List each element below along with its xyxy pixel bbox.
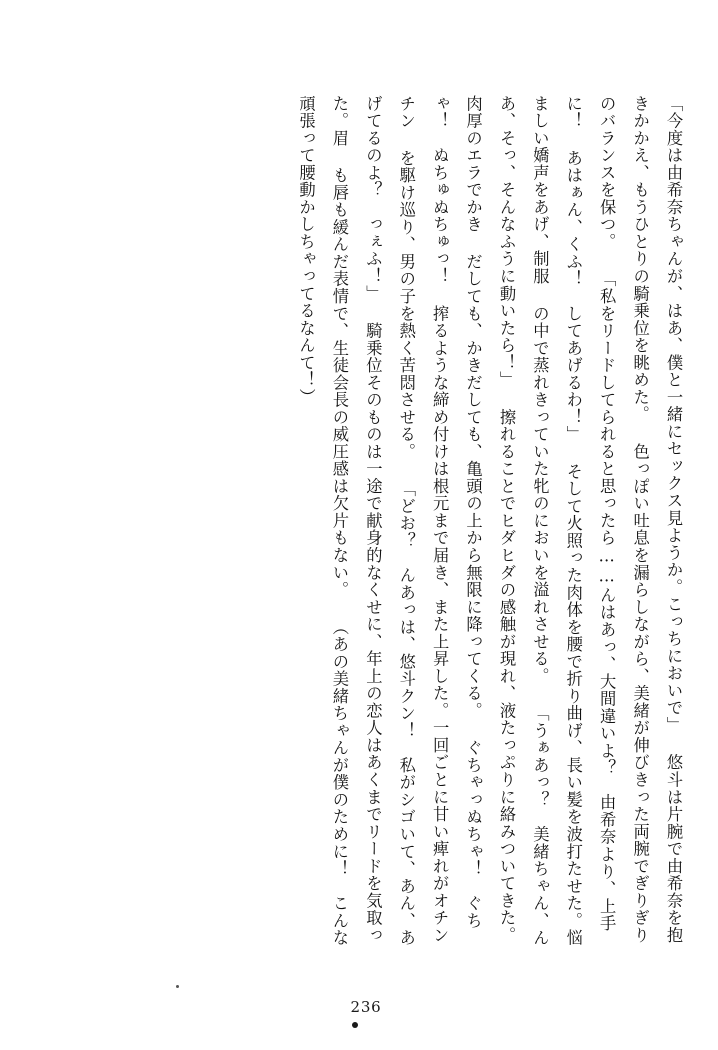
page-number: 236 xyxy=(350,998,382,1016)
vertical-body-text: 「今度は由希奈ちゃんが、はあ、僕と一緒にセックス見ようか。こっちにおいで」 悠斗は片腕で由希奈を抱きかかえ、もうひとりの騎乗位を眺めた。 色っぽい吐息を漏らしながら、美緒が伸びきった両腕でぎりぎりのバランスを保つ。 「私をリードしてられると思ったら……んはあっ、大間違いよ？ 由希奈より、上手に！ あはぁん、くふ！ してあげるわ！」 そして火照った肉体を腰で折り曲げ、長い髪を波打たせた。悩ましい嬌声をあげ、制服 の中で蒸れきっていた牝のにおいを溢れさせる。 「うぁあっ？ 美緒ちゃん、んあ、そっ、そんなふうに動いたら！」 擦れることでヒダヒダの感触が現れ、液たっぷりに絡みついてきた。肉厚のエラでかき だしても、かきだしても、亀頭の上から無限に降ってくる。 ぐちゃっぬちゃ！ ぐちゃ！ ぬちゅぬちゅっ！ 搾るような締め付けは根元まで届き、また上昇した。一回ごとに甘い痺れがオチンチン を駆け巡り、男の子を熱く苦悶させる。 「どお？ んあっは、悠斗クン！ 私がシゴいて、あん、あげてるのよ？ っぇふ！」 騎乗位そのものは一途で献身的なくせに、年上の恋人はあくまでリードを気取った。眉 も唇も緩んだ表情で、生徒会長の威圧感は欠片もない。 （あの美緒ちゃんが僕のために！ こんな頑張って腰動かしちゃってるなんて！） xyxy=(296,95,683,947)
footer-dot-ornament xyxy=(352,1022,358,1028)
ink-speck xyxy=(176,985,179,988)
page-footer xyxy=(0,998,718,1028)
